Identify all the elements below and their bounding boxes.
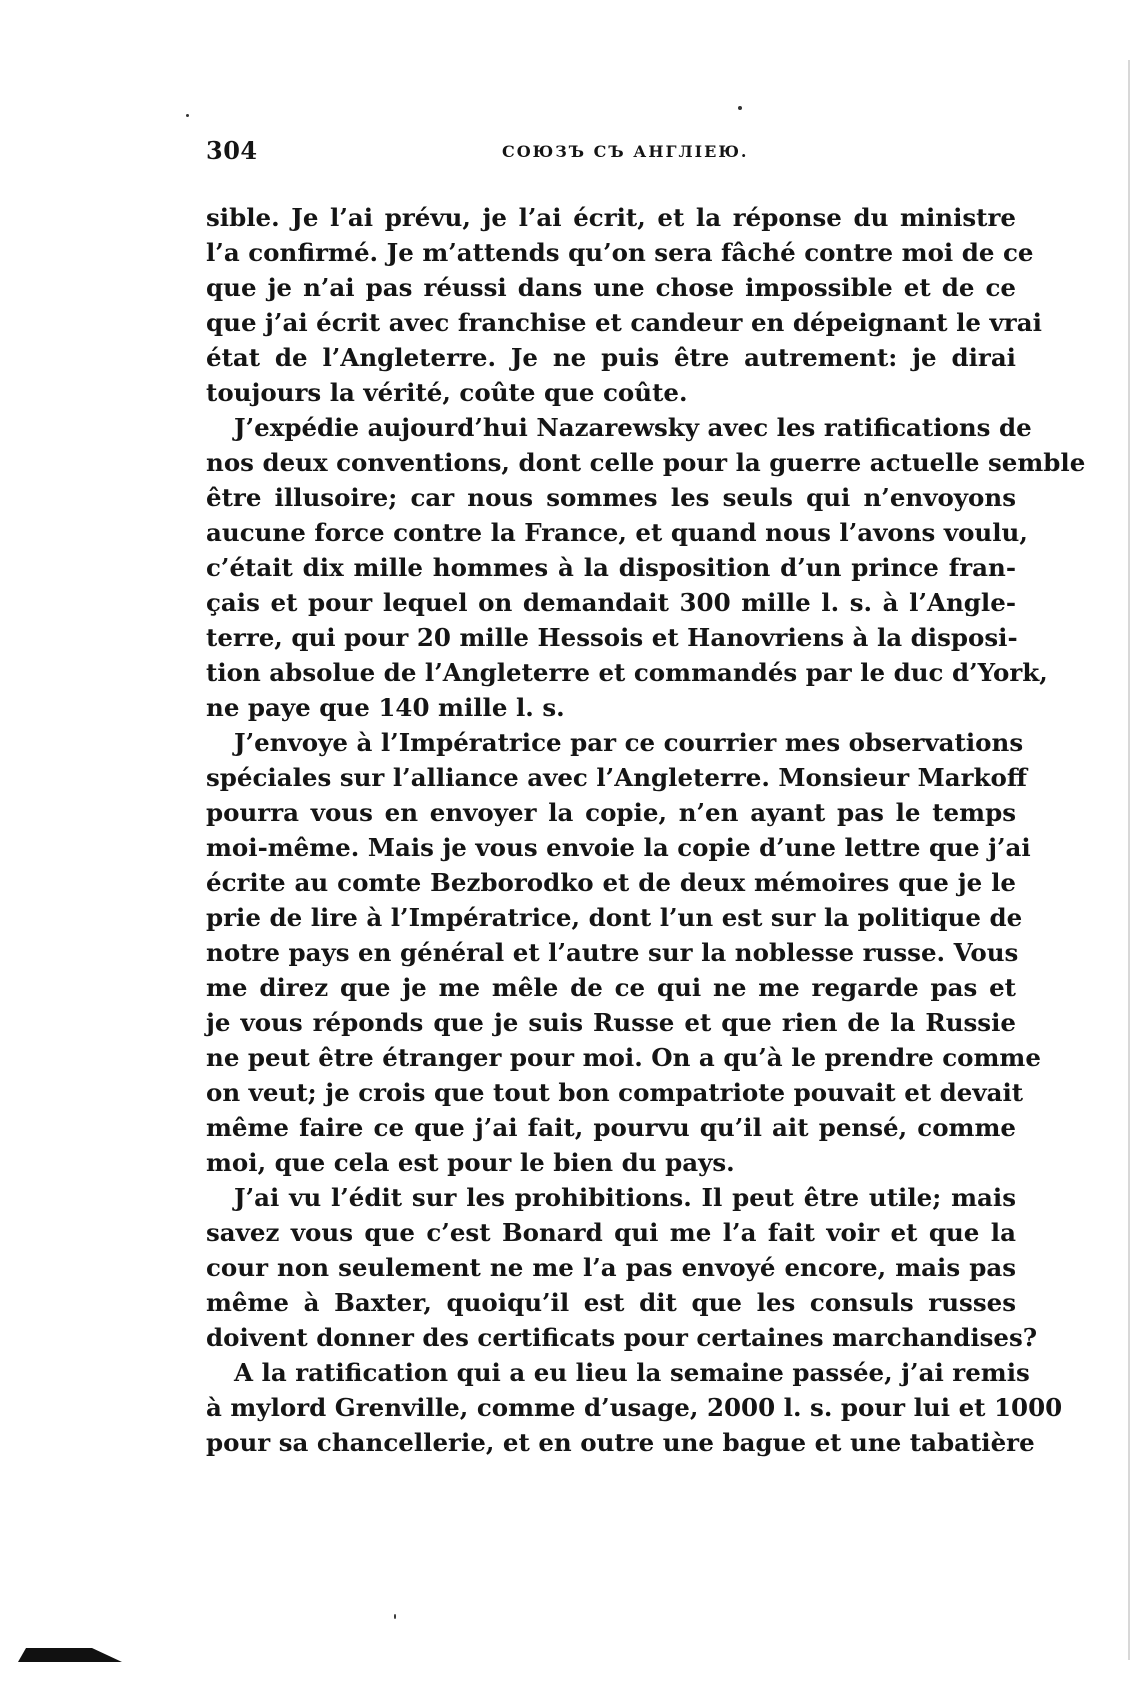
text-line: c’était dix mille hommes à la disposition d’un prince fran-: [206, 553, 1016, 582]
text-line: état de l’Angleterre. Je ne puis être autrement: je dirai: [206, 343, 1016, 372]
text-line: ne paye que 140 mille l. s.: [206, 693, 565, 722]
text-line: toujours la vérité, coûte que coûte.: [206, 378, 688, 407]
text-line: moi, que cela est pour le bien du pays.: [206, 1148, 735, 1177]
text-line: çais et pour lequel on demandait 300 mille l. s. à l’Angle-: [206, 588, 1016, 617]
text-line: écrite au comte Bezborodko et de deux mémoires que je le: [206, 868, 1016, 897]
ink-speck: [394, 1614, 396, 1619]
text-line: on veut; je crois que tout bon compatriote pouvait et devait: [206, 1078, 1024, 1107]
text-line: moi-même. Mais je vous envoie la copie d’une lettre que j’ai: [206, 833, 1031, 862]
page-number: 304: [206, 136, 258, 165]
text-line: à mylord Grenville, comme d’usage, 2000 l. s. pour lui et 1000: [206, 1393, 1063, 1422]
text-line: même faire ce que j’ai fait, pourvu qu’il ait pensé, comme: [206, 1113, 1016, 1142]
text-line: aucune force contre la France, et quand nous l’avons voulu,: [206, 518, 1028, 547]
page-edge-shadow: [1128, 60, 1130, 1660]
text-line: J’envoye à l’Impératrice par ce courrier mes observations: [234, 728, 1024, 757]
text-line: que j’ai écrit avec franchise et candeur en dépeignant le vrai: [206, 308, 1042, 337]
text-line: doivent donner des certificats pour certaines marchandises?: [206, 1323, 1038, 1352]
body-text: [206, 200, 1086, 1460]
ink-smudge: [18, 1648, 122, 1662]
page-header: [206, 136, 1026, 176]
text-line: je vous réponds que je suis Russe et que rien de la Russie: [206, 1008, 1016, 1037]
text-line: sible. Je l’ai prévu, je l’ai écrit, et la réponse du ministre: [206, 203, 1016, 232]
text-line: J’expédie aujourd’hui Nazarewsky avec les ratifications de: [234, 413, 1032, 442]
text-line: pourra vous en envoyer la copie, n’en ayant pas le temps: [206, 798, 1016, 827]
text-line: spéciales sur l’alliance avec l’Angleterre. Monsieur Markoff: [206, 763, 1027, 792]
ink-speck: [186, 114, 189, 117]
text-line: me direz que je me mêle de ce qui ne me regarde pas et: [206, 973, 1016, 1002]
text-line: tion absolue de l’Angleterre et commandés par le duc d’York,: [206, 658, 1048, 687]
text-line: A la ratification qui a eu lieu la semaine passée, j’ai remis: [234, 1358, 1030, 1387]
text-line: savez vous que c’est Bonard qui me l’a fait voir et que la: [206, 1218, 1016, 1247]
text-line: l’a confirmé. Je m’attends qu’on sera fâché contre moi de ce: [206, 238, 1034, 267]
text-line: pour sa chancellerie, et en outre une bague et une tabatière: [206, 1428, 1035, 1457]
text-line: cour non seulement ne me l’a pas envoyé encore, mais pas: [206, 1253, 1016, 1282]
text-line: même à Baxter, quoiqu’il est dit que les consuls russes: [206, 1288, 1016, 1317]
text-line: prie de lire à l’Impératrice, dont l’un est sur la politique de: [206, 903, 1023, 932]
text-line: ne peut être étranger pour moi. On a qu’à le prendre comme: [206, 1043, 1041, 1072]
text-line: terre, qui pour 20 mille Hessois et Hanovriens à la disposi-: [206, 623, 1018, 652]
text-line: nos deux conventions, dont celle pour la guerre actuelle semble: [206, 448, 1086, 477]
text-line: être illusoire; car nous sommes les seuls qui n’envoyons: [206, 483, 1016, 512]
text-line: que je n’ai pas réussi dans une chose impossible et de ce: [206, 273, 1016, 302]
text-line: notre pays en général et l’autre sur la noblesse russe. Vous: [206, 938, 1019, 967]
ink-speck: [738, 106, 742, 110]
running-head: СОЮЗЪ СЪ АНГЛІЕЮ.: [502, 142, 749, 161]
text-line: J’ai vu l’édit sur les prohibitions. Il peut être utile; mais: [234, 1183, 1016, 1212]
